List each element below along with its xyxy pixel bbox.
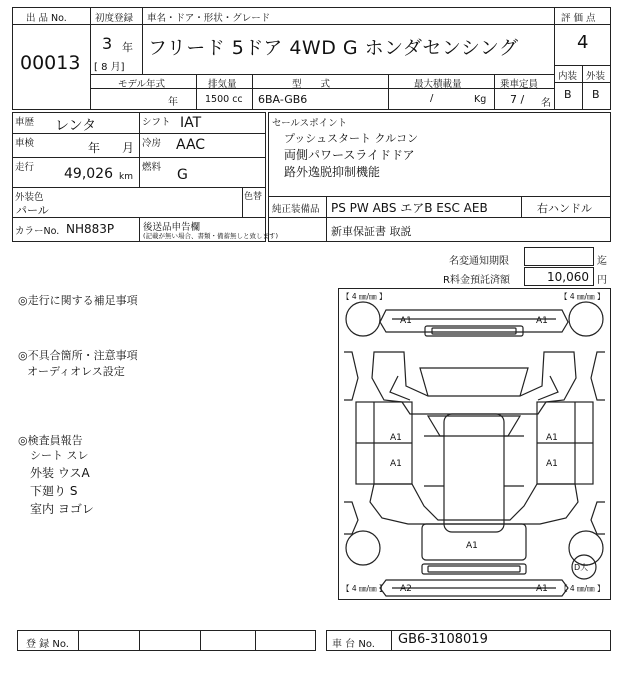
damage-diagram — [338, 288, 611, 600]
docs-label: 後送品申告欄 — [143, 222, 201, 233]
ac-label: 冷房 — [142, 138, 162, 149]
shift-value: IAT — [180, 115, 202, 131]
model-year-label: モデル年式 — [118, 79, 166, 90]
first-reg-label: 初度登録 — [95, 13, 134, 24]
first-reg-year: 3 — [102, 34, 113, 53]
max-load-label: 最大積載量 — [414, 79, 462, 90]
displacement: 1500 cc — [205, 94, 243, 105]
name-change-label: 名変通知期限 — [449, 256, 509, 267]
damage-mark-rear-bumper-left: A2 — [400, 584, 412, 594]
sales-line-3: 路外逸脱抑制機能 — [284, 165, 381, 179]
recycle-label: R料金預託済額 — [443, 275, 510, 286]
inspector-line-1: シート スレ — [30, 449, 89, 462]
defect-line-1: オーディオレス設定 — [27, 365, 125, 378]
damage-mark-left-rear-door: A1 — [390, 459, 402, 469]
recycle-box — [524, 267, 594, 286]
inspector-line-3: 下廻り S — [30, 484, 78, 498]
first-reg-year-unit: 年 — [122, 41, 133, 54]
mileage-value: 49,026 — [64, 166, 113, 182]
driving-notes-title: ◎走行に関する補足事項 — [18, 294, 138, 307]
shift-label: シフト — [142, 117, 171, 128]
type-label: 型 式 — [292, 79, 331, 90]
history-label: 車歴 — [15, 117, 35, 128]
chassis-label: 車 台 No. — [332, 639, 375, 650]
model-year-unit: 年 — [168, 97, 178, 108]
interior-grade: B — [564, 88, 572, 101]
equipment-label: 純正装備品 — [272, 204, 320, 215]
damage-mark-front-bumper-right: A1 — [536, 316, 548, 326]
inspection-label: 車検 — [15, 138, 35, 149]
max-load-sep: / — [430, 93, 434, 104]
tire-depth-front-right: 【 4 ㎜/㎜ 】 — [560, 292, 605, 301]
grade-label: 評 価 点 — [561, 13, 596, 24]
car-name: フリード 5ドア 4WD G ホンダセンシング — [148, 37, 519, 59]
sales-point-title: セールスポイント — [272, 118, 348, 129]
fuel-label: 燃料 — [142, 162, 162, 173]
tire-depth-rear-left: 【 4 ㎜/㎜ 】 — [342, 584, 387, 593]
displacement-label: 排気量 — [208, 79, 237, 90]
mileage-unit: km — [119, 172, 133, 182]
color-value: パール — [16, 204, 49, 217]
sales-line-1: プッシュスタート クルコン — [284, 132, 419, 145]
chassis-number: GB6-3108019 — [398, 632, 488, 647]
type-value: 6BA-GB6 — [258, 93, 308, 106]
tire-depth-front-left: 【 4 ㎜/㎜ 】 — [342, 292, 387, 301]
inspection-year-unit: 年 — [88, 141, 101, 155]
first-reg-month: [ 8 月] — [94, 62, 125, 73]
color-change-label: 色替 — [244, 192, 263, 202]
damage-mark-rear-panel: A1 — [466, 541, 478, 551]
interior-label: 内装 — [558, 71, 578, 82]
lot-label: 出 品 No. — [26, 13, 67, 24]
car-name-label: 車名・ドア・形状・グレード — [147, 13, 271, 24]
inspector-line-4: 室内 ヨゴレ — [30, 502, 94, 516]
recycle-unit: 円 — [597, 275, 607, 286]
damage-mark-front-bumper-left: A1 — [400, 316, 412, 326]
inspector-line-2: 外装 ウスA — [30, 466, 90, 480]
sales-line-2: 両側パワースライドドア — [284, 148, 415, 162]
equipment-value: PS PW ABS エアB ESC AEB — [331, 201, 488, 215]
inspection-month-unit: 月 — [122, 141, 135, 155]
defect-notes-title: ◎不具合箇所・注意事項 — [18, 349, 138, 362]
exterior-label: 外装 — [586, 71, 606, 82]
fuel-value: G — [177, 167, 188, 183]
tire-depth-rear-right: 【 4 ㎜/㎜ 】 — [560, 584, 605, 593]
lot-number: 00013 — [20, 52, 81, 74]
docs-note: (記載が無い場合、書類・備蓄無しと致します) — [143, 232, 279, 240]
name-change-unit: 迄 — [597, 256, 607, 267]
recycle-value: 10,060 — [547, 270, 589, 284]
capacity-unit: 名 — [541, 98, 551, 109]
damage-mark-rear-corner-dent: D大 — [574, 563, 589, 572]
damage-mark-right-rear-door: A1 — [546, 459, 558, 469]
exterior-grade: B — [592, 88, 600, 101]
mileage-label: 走行 — [15, 162, 35, 173]
grade-value: 4 — [577, 32, 589, 53]
color-no-label: カラーNo. — [15, 226, 60, 237]
registration-label: 登 録 No. — [26, 639, 69, 650]
warranty-value: 新車保証書 取説 — [331, 225, 412, 238]
steering-value: 右ハンドル — [537, 202, 592, 215]
damage-mark-left-front-door: A1 — [390, 433, 402, 443]
damage-mark-right-front-door: A1 — [546, 433, 558, 443]
damage-mark-rear-bumper-right: A1 — [536, 584, 548, 594]
capacity-label: 乗車定員 — [500, 79, 539, 90]
capacity-value: 7 / — [510, 93, 525, 106]
max-load-unit: Kg — [474, 94, 487, 105]
color-no-value: NH883P — [66, 222, 115, 236]
name-change-box — [524, 247, 594, 266]
inspector-title: ◎検査員報告 — [18, 434, 83, 447]
color-label: 外装色 — [15, 192, 44, 203]
ac-value: AAC — [176, 137, 206, 153]
history-value: レンタ — [55, 118, 97, 134]
